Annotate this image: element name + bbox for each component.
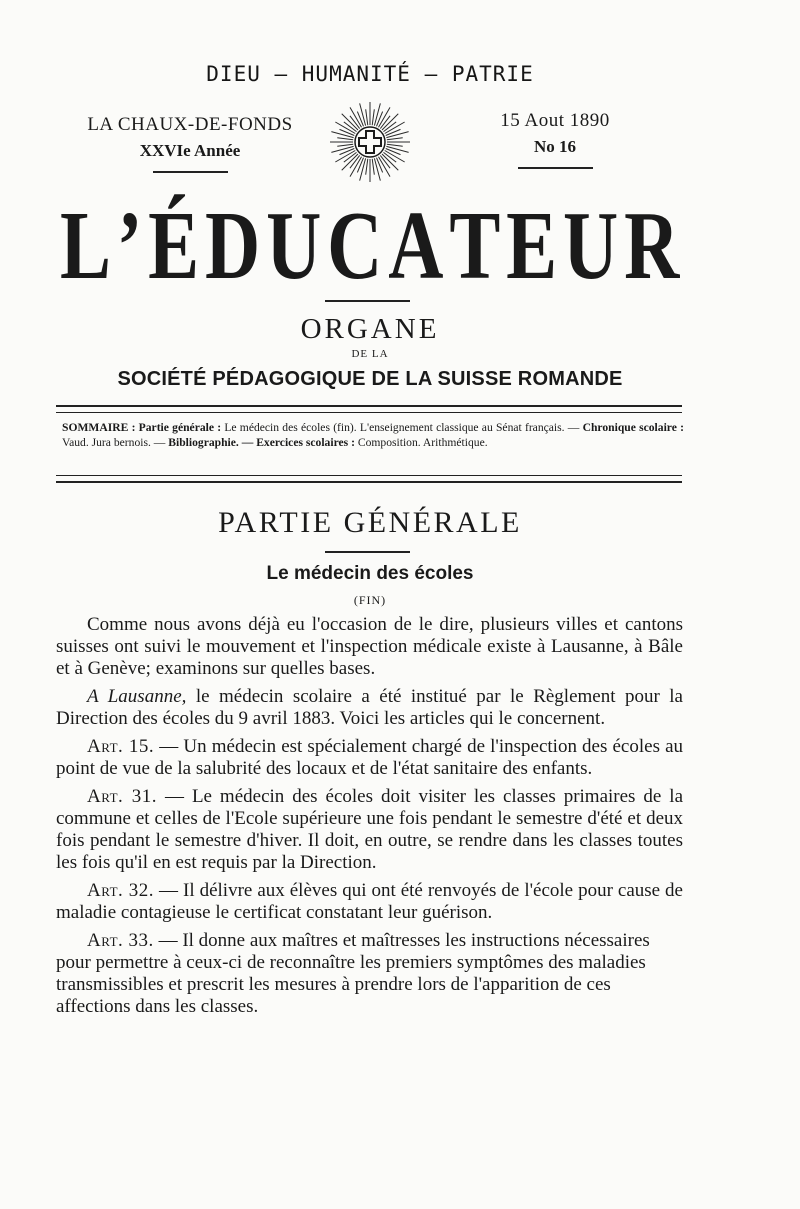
title-letter: É (148, 192, 200, 300)
sunburst-ray (372, 109, 374, 125)
sunburst-ray (372, 159, 374, 175)
sunburst-ray (337, 144, 353, 146)
article-label: Art. 31. (87, 786, 158, 807)
sunburst-ray (386, 146, 408, 152)
section-divider (325, 551, 410, 553)
summary-part2-label: Chronique scolaire : (582, 421, 684, 434)
article-fin: (FIN) (353, 593, 387, 607)
paragraph-italic: A Lausanne, (87, 686, 187, 707)
newspaper-title (60, 192, 680, 300)
title-letter: E (506, 192, 558, 300)
volume-year: XXVIe Année (139, 141, 241, 160)
title-letter: D (205, 192, 261, 300)
paragraph (56, 614, 683, 680)
sunburst-ray (387, 144, 403, 146)
paragraph-text: — Le médecin des écoles doit visiter les classes primaires de la commune et celles de l'Ecole supérieure une fois pendant le semestre d'été et deux fois pendant le semestre d'hiver. Il doit, en outre, se rendre dans les classes toutes les fois qu'il en est requis par la Direction. (56, 786, 684, 873)
paragraph (56, 736, 683, 780)
sunburst-ray (366, 159, 368, 175)
title-divider (325, 300, 410, 302)
paragraph (56, 930, 683, 1018)
title-letter: R (624, 192, 680, 300)
summary-part3-label: Bibliographie. — Exercices scolaires : (168, 436, 355, 449)
summary-top-rule (56, 405, 682, 413)
paragraph-text: — Un médecin est spécialement chargé de l'inspection des écoles au point de vue de la salubrité des locaux et de l'état sanitaire des enfants. (56, 736, 684, 779)
summary-part3-text: Composition. Arithmétique. (357, 436, 488, 449)
paragraph (56, 880, 683, 924)
title-letter: ’ (116, 192, 143, 300)
masthead-right-rule (518, 167, 593, 169)
title-letter: L (60, 192, 111, 300)
society-name: SOCIÉTÉ PÉDAGOGIQUE DE LA SUISSE ROMANDE (117, 368, 623, 390)
organe-label: ORGANE (300, 313, 440, 345)
summary-part2-text: Vaud. Jura bernois. — (62, 436, 166, 449)
summary-label: SOMMAIRE : (62, 421, 136, 434)
issue-number: No 16 (533, 137, 577, 156)
title-letter: A (388, 192, 444, 300)
paragraph-text: Comme nous avons déjà eu l'occasion de le dire, plusieurs villes et cantons suisses ont suivi le mouvement et l'inspection médicale existe à Lausanne, à Bâle et à Genève; examinons sur quelles bases. (56, 614, 683, 679)
paragraph (56, 786, 683, 874)
sunburst-ray (360, 103, 366, 125)
sunburst-ray (360, 158, 366, 180)
paragraph (56, 686, 683, 730)
paragraph-text: — Il donne aux maîtres et maîtresses les instructions nécessaires pour permettre à ceux-ci de reconnaître les premiers symptômes des maladies transmissibles et prescrit les mesures à prendre lors de l'apparition de ces affections dans les classes. (56, 930, 650, 1017)
masthead-right (470, 110, 640, 169)
de-la-label: DE LA (351, 348, 389, 360)
title-letter: U (266, 192, 322, 300)
sunburst-ray (331, 132, 353, 138)
masthead-left-rule (153, 171, 228, 173)
article-body (56, 614, 683, 1024)
summary-part1-text: Le médecin des écoles (fin). L'enseignement classique au Sénat français. — (224, 421, 580, 434)
masthead-left (60, 114, 320, 173)
summary-block (62, 420, 684, 450)
article-label: Art. 33. (87, 930, 154, 951)
article-title: Le médecin des écoles (266, 563, 474, 584)
title-letter: U (563, 192, 619, 300)
city-name: LA CHAUX-DE-FONDS (87, 114, 293, 135)
sunburst-ray (374, 158, 380, 180)
summary-part1-label: Partie générale : (138, 421, 222, 434)
sunburst-ray (387, 138, 403, 140)
paragraph-text: — Il délivre aux élèves qui ont été renvoyés de l'école pour cause de maladie contagieuse le certificat constatant leur guérison. (56, 880, 683, 923)
paragraph-text: le médecin scolaire a été institué par le Règlement pour la Direction des écoles du 9 avril 1883. Voici les articles qui le concernent. (56, 686, 683, 729)
sunburst-ray (337, 138, 353, 140)
section-heading: PARTIE GÉNÉRALE (218, 506, 522, 539)
article-label: Art. 32. (87, 880, 155, 901)
sunburst-ray (366, 109, 368, 125)
sunburst-ray (386, 132, 408, 138)
summary-bottom-rule (56, 475, 682, 483)
motto: DIEU — HUMANITÉ — PATRIE (206, 62, 534, 86)
sunburst-ray (331, 146, 353, 152)
title-letter: T (449, 192, 501, 300)
issue-date: 15 Aout 1890 (500, 110, 610, 131)
sunburst-ray (374, 103, 380, 125)
article-label: Art. 15. (87, 736, 155, 757)
swiss-cross-sunburst-icon (328, 100, 412, 184)
title-letter: C (327, 192, 383, 300)
